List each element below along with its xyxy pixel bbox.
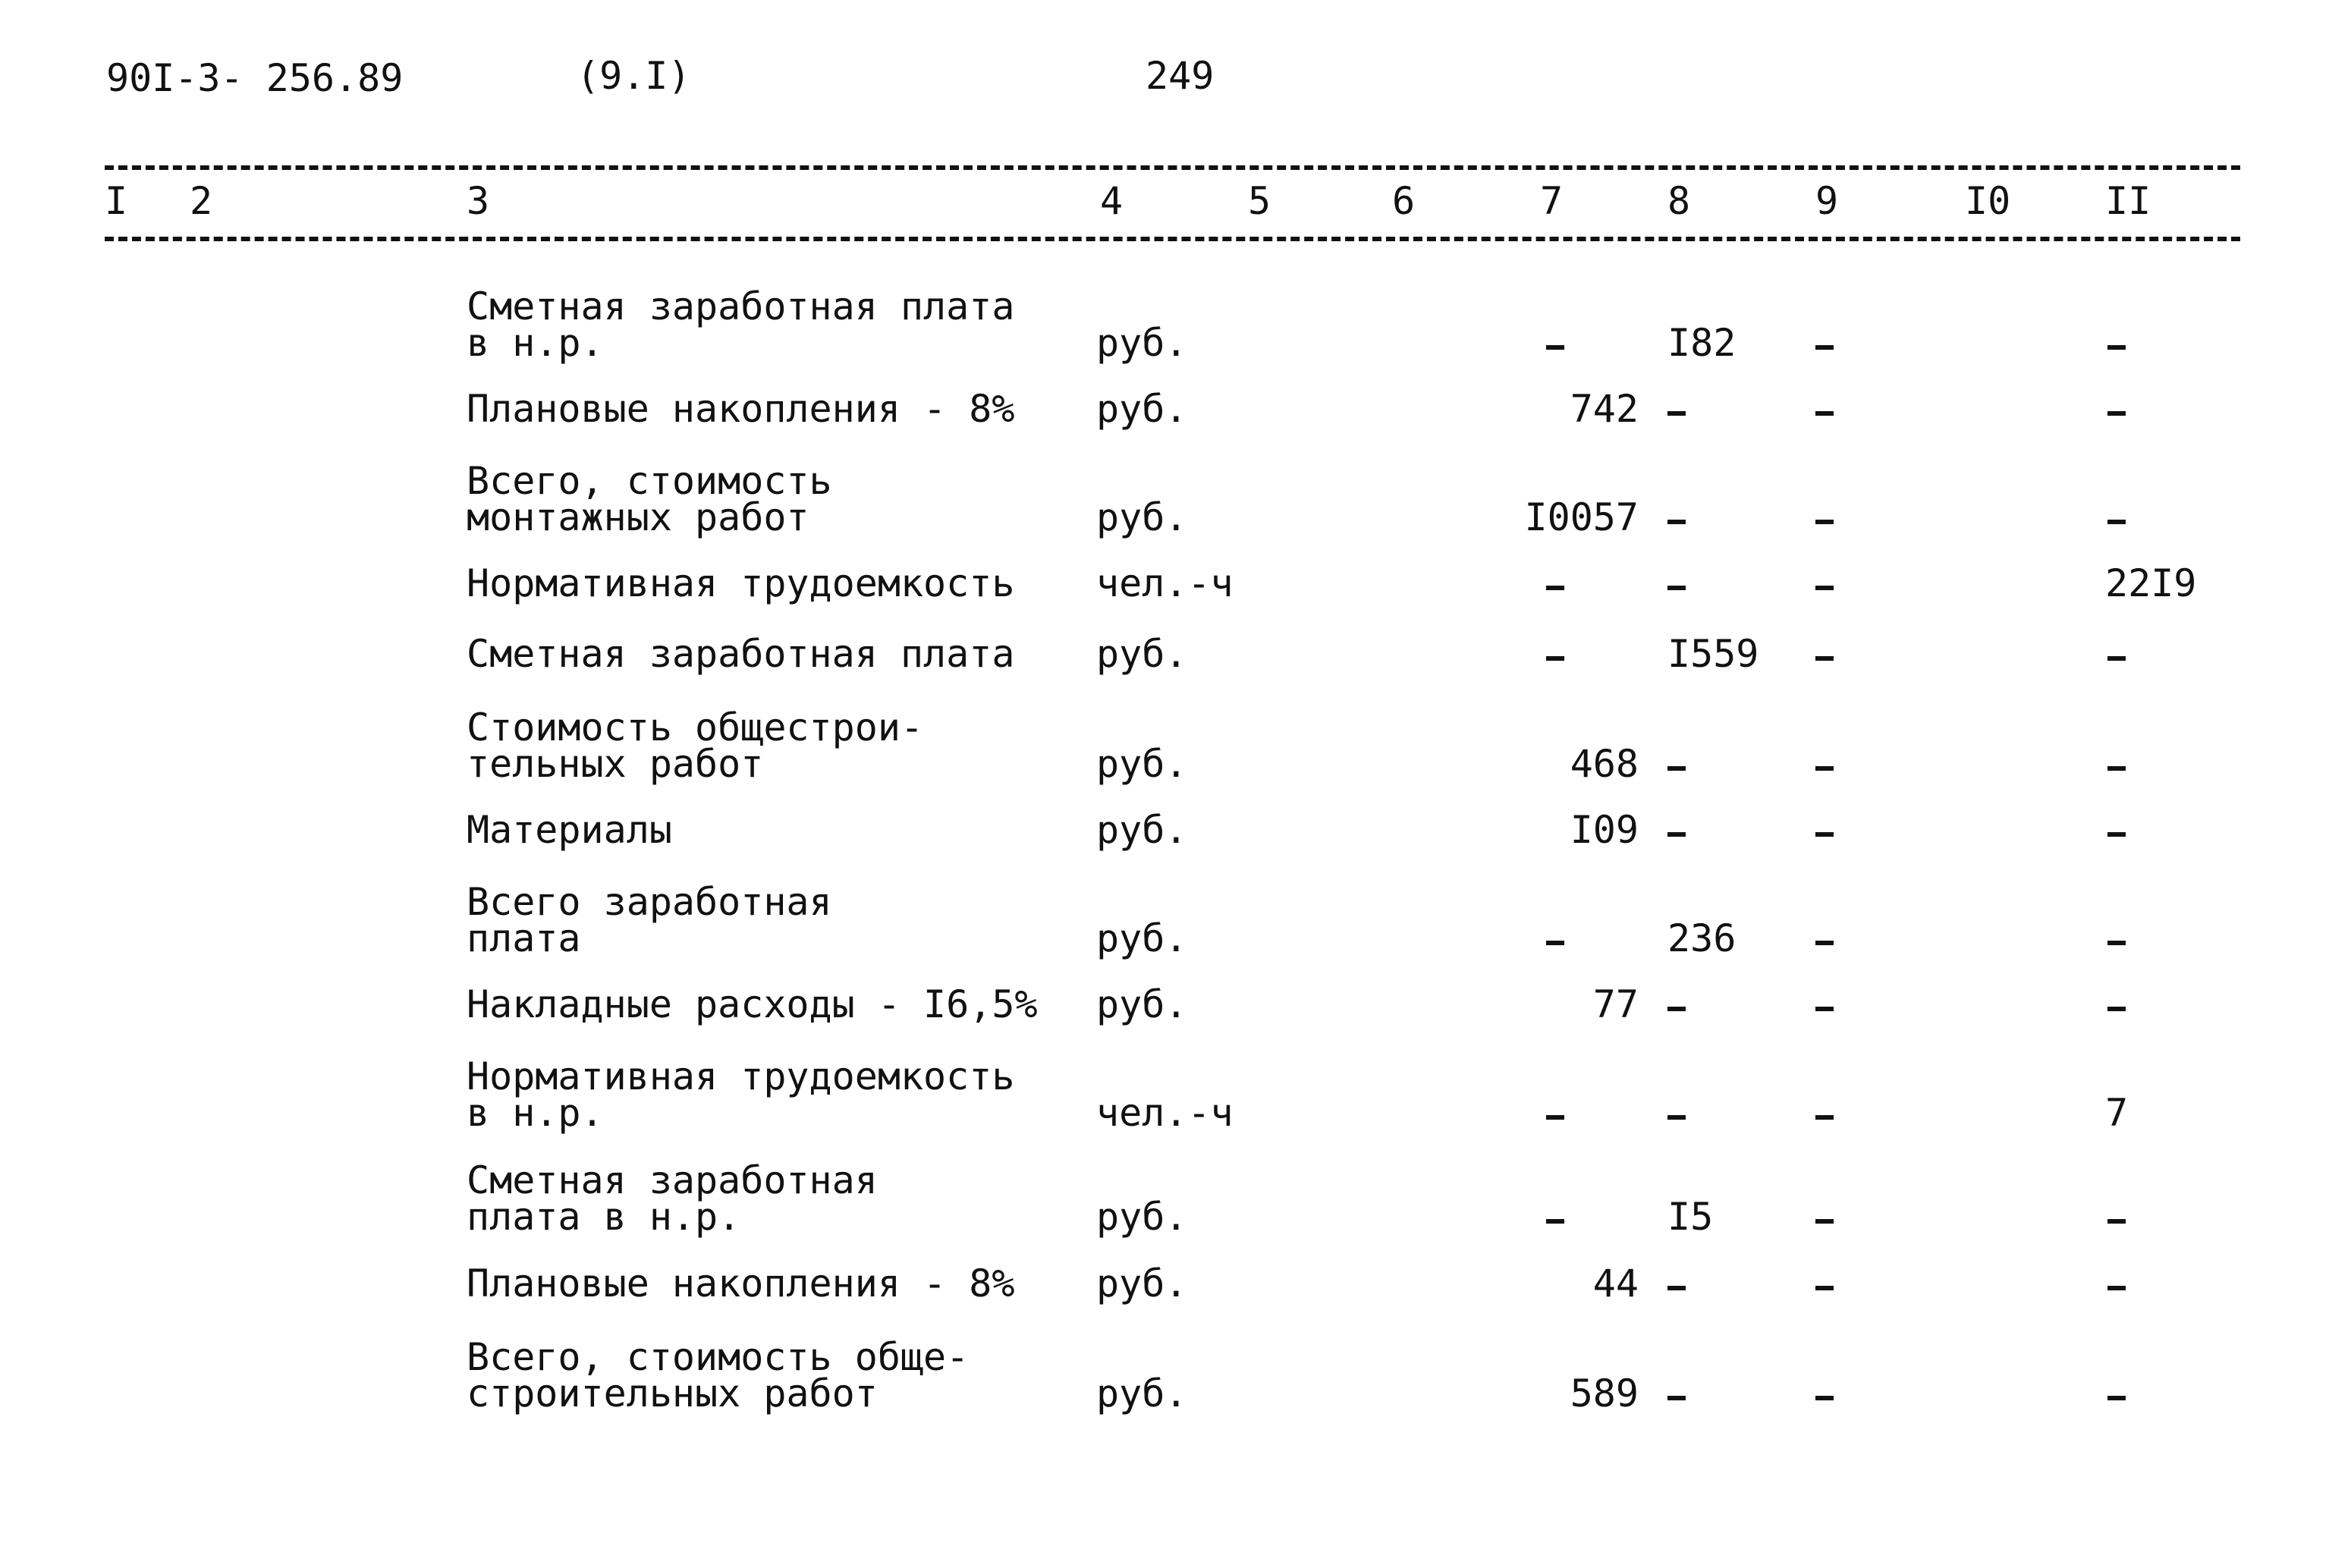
table-cell-value: I09 <box>1570 808 1639 852</box>
dash-mark <box>1667 586 1686 590</box>
dash-mark <box>1815 1396 1834 1400</box>
dash-mark <box>1815 832 1834 837</box>
row-unit: руб. <box>1096 321 1188 365</box>
dash-mark <box>2107 656 2126 661</box>
dash-mark <box>2107 766 2126 771</box>
dash-mark <box>1815 1219 1834 1224</box>
dash-mark <box>1815 656 1834 661</box>
dash-mark <box>2107 1219 2126 1224</box>
dash-mark <box>1667 832 1686 837</box>
dash-mark <box>1815 766 1834 771</box>
dash-mark <box>2107 345 2126 350</box>
row-description: Нормативная трудоемкость <box>467 561 1015 605</box>
row-unit: чел.-ч <box>1096 561 1234 605</box>
row-unit: руб. <box>1096 1262 1188 1306</box>
dash-mark <box>1815 1286 1834 1290</box>
row-description: Сметная заработная плата в н.р. <box>467 1158 878 1239</box>
table-cell-value: I0057 <box>1524 495 1639 539</box>
column-number: 4 <box>1100 179 1124 223</box>
table-cell-value: 77 <box>1592 982 1639 1026</box>
page-number: 249 <box>1146 54 1215 98</box>
table-header-rule <box>105 237 2240 241</box>
column-number: I0 <box>1965 179 2011 223</box>
dash-mark <box>2107 520 2126 524</box>
dash-mark <box>1667 411 1686 416</box>
row-description: Всего заработная плата <box>467 880 832 960</box>
dash-mark <box>1815 411 1834 416</box>
dash-mark <box>1546 1219 1564 1224</box>
dash-mark <box>1667 520 1686 524</box>
row-description: Сметная заработная плата в н.р. <box>467 284 1015 365</box>
table-cell-value: I5 <box>1667 1195 1714 1239</box>
table-cell-value: 742 <box>1570 387 1639 431</box>
row-unit: руб. <box>1096 1195 1188 1239</box>
row-description: Всего, стоимость монтажных работ <box>467 459 832 539</box>
row-description: Всего, стоимость обще- строительных работ <box>467 1335 970 1416</box>
table-cell-value: 236 <box>1667 916 1737 960</box>
row-description: Накладные расходы - I6,5% <box>467 982 1038 1026</box>
row-unit: руб. <box>1096 916 1188 960</box>
table-cell-value: 22I9 <box>2105 561 2197 605</box>
dash-mark <box>1815 941 1834 945</box>
column-number: 8 <box>1667 179 1691 223</box>
column-number: II <box>2105 179 2151 223</box>
row-description: Стоимость общестрои- тельных работ <box>467 705 924 786</box>
dash-mark <box>1546 941 1564 945</box>
dash-mark <box>1815 520 1834 524</box>
dash-mark <box>1815 1115 1834 1120</box>
document-code: 90I-3- 256.89 <box>106 56 404 100</box>
dash-mark <box>2107 941 2126 945</box>
row-description: Плановые накопления - 8% <box>467 387 1015 431</box>
table-cell-value: 44 <box>1592 1262 1639 1306</box>
row-unit: чел.-ч <box>1096 1091 1234 1135</box>
column-number: 5 <box>1248 179 1271 223</box>
dash-mark <box>1667 1115 1686 1120</box>
dash-mark <box>1815 1007 1834 1011</box>
dash-mark <box>1546 656 1564 661</box>
section-number: (9.I) <box>577 54 691 98</box>
row-unit: руб. <box>1096 982 1188 1026</box>
dash-mark <box>1667 766 1686 771</box>
row-unit: руб. <box>1096 742 1188 786</box>
table-cell-value: I559 <box>1667 632 1759 676</box>
row-unit: руб. <box>1096 808 1188 852</box>
dash-mark <box>1667 1286 1686 1290</box>
table-cell-value: 7 <box>2105 1091 2129 1135</box>
dash-mark <box>2107 1286 2126 1290</box>
row-description: Сметная заработная плата <box>467 632 1015 676</box>
dash-mark <box>1546 586 1564 590</box>
dash-mark <box>2107 411 2126 416</box>
dash-mark <box>1815 586 1834 590</box>
column-number: 9 <box>1815 179 1839 223</box>
row-unit: руб. <box>1096 1372 1188 1416</box>
dash-mark <box>1815 345 1834 350</box>
row-unit: руб. <box>1096 387 1188 431</box>
table-cell-value: 468 <box>1570 742 1639 786</box>
column-number: I <box>105 179 128 223</box>
row-unit: руб. <box>1096 632 1188 676</box>
column-number: 7 <box>1540 179 1564 223</box>
table-cell-value: I82 <box>1667 321 1737 365</box>
row-description: Нормативная трудоемкость в н.р. <box>467 1054 1015 1135</box>
dash-mark <box>2107 832 2126 837</box>
column-number: 2 <box>190 179 213 223</box>
dash-mark <box>2107 1396 2126 1400</box>
column-number: 3 <box>467 179 490 223</box>
dash-mark <box>1546 1115 1564 1120</box>
row-description: Материалы <box>467 808 672 852</box>
table-cell-value: 589 <box>1570 1372 1639 1416</box>
dash-mark <box>1667 1396 1686 1400</box>
dash-mark <box>1546 345 1564 350</box>
row-unit: руб. <box>1096 495 1188 539</box>
row-description: Плановые накопления - 8% <box>467 1262 1015 1306</box>
table-top-rule <box>105 165 2240 170</box>
dash-mark <box>2107 1007 2126 1011</box>
dash-mark <box>1667 1007 1686 1011</box>
column-number: 6 <box>1392 179 1416 223</box>
